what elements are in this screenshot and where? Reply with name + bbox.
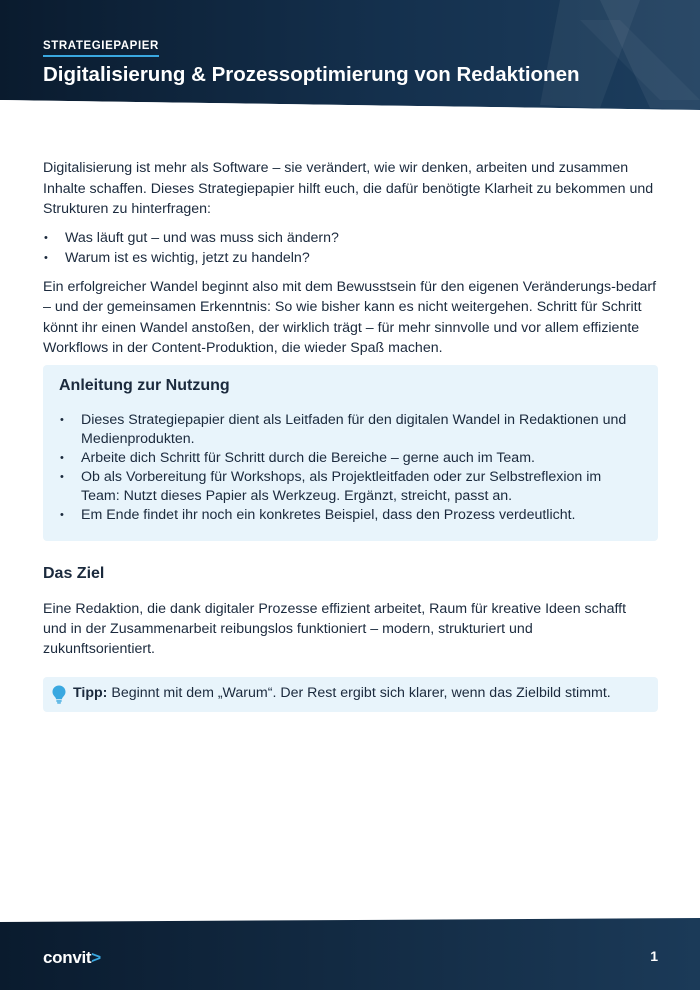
goal-heading: Das Ziel	[43, 565, 105, 582]
list-item: • Arbeite dich Schritt für Schritt durch die Bereiche – gerne auch im Team.	[59, 449, 642, 468]
list-item: • Ob als Vorbereitung für Workshops, als Projektleitfaden oder zur Selbstreflexion im Team: Nutzt dieses Papier als Werkzeug. Ergänzt, streicht, passt an.	[59, 468, 642, 506]
tip-text: Beginnt mit dem „Warum“. Der Rest ergibt sich klarer, wenn das Zielbild stimmt.	[111, 685, 611, 701]
page-title: Digitalisierung & Prozessoptimierung von Redaktionen	[43, 63, 580, 86]
usage-list	[59, 411, 642, 525]
tip-box	[43, 677, 658, 712]
list-item: • Em Ende findet ihr noch ein konkretes Beispiel, dass den Prozess verdeutlicht.	[59, 506, 642, 525]
usage-box-title: Anleitung zur Nutzung	[59, 377, 230, 394]
intro-bullet-list	[43, 228, 658, 269]
list-item: • Was läuft gut – und was muss sich ändern?	[43, 228, 658, 249]
convit-logo	[43, 948, 101, 968]
list-item: • Dieses Strategiepapier dient als Leitfaden für den digitalen Wandel in Redaktionen und Medienprodukten.	[59, 411, 642, 449]
document-kicker: STRATEGIEPAPIER	[43, 40, 159, 57]
footer-background	[0, 918, 700, 990]
intro-paragraph-2: Ein erfolgreicher Wandel beginnt also mit dem Bewusstsein für den eigenen Veränderungs-bedarf – und der gemeinsamen Erkenntnis: So wie bisher kann es nicht weitergehen. Schritt für Schritt könnt ihr einen Wandel anstoßen, der wirklich trägt – für mehr sinnvolle und vor allem effiziente Workflows in der Content-Produktion, die wieder Spaß machen.	[43, 278, 657, 356]
page-number: 1	[650, 948, 658, 964]
intro-paragraph-1: Digitalisierung ist mehr als Software – sie verändert, wie wir denken, arbeiten und zusammen Inhalte schaffen. Dieses Strategiepapier hilft euch, die dafür benötigte Klarheit zu bekommen und Strukturen zu hinterfragen:	[43, 160, 654, 217]
intro-section	[43, 158, 658, 359]
list-item: • Warum ist es wichtig, jetzt zu handeln?	[43, 248, 658, 269]
logo-chevron-icon: >	[91, 948, 101, 967]
lightbulb-icon	[52, 685, 66, 708]
tip-label: Tipp:	[73, 685, 108, 701]
usage-instructions-box	[43, 365, 658, 541]
goal-paragraph: Eine Redaktion, die dank digitaler Prozesse effizient arbeitet, Raum für kreative Ideen schafft und in der Zusammenarbeit reibungslos funktioniert – modern, strukturiert und zukunftsorientiert.	[43, 601, 627, 657]
logo-text: convit	[43, 948, 92, 967]
page-header	[0, 0, 700, 135]
page-footer	[0, 918, 700, 990]
